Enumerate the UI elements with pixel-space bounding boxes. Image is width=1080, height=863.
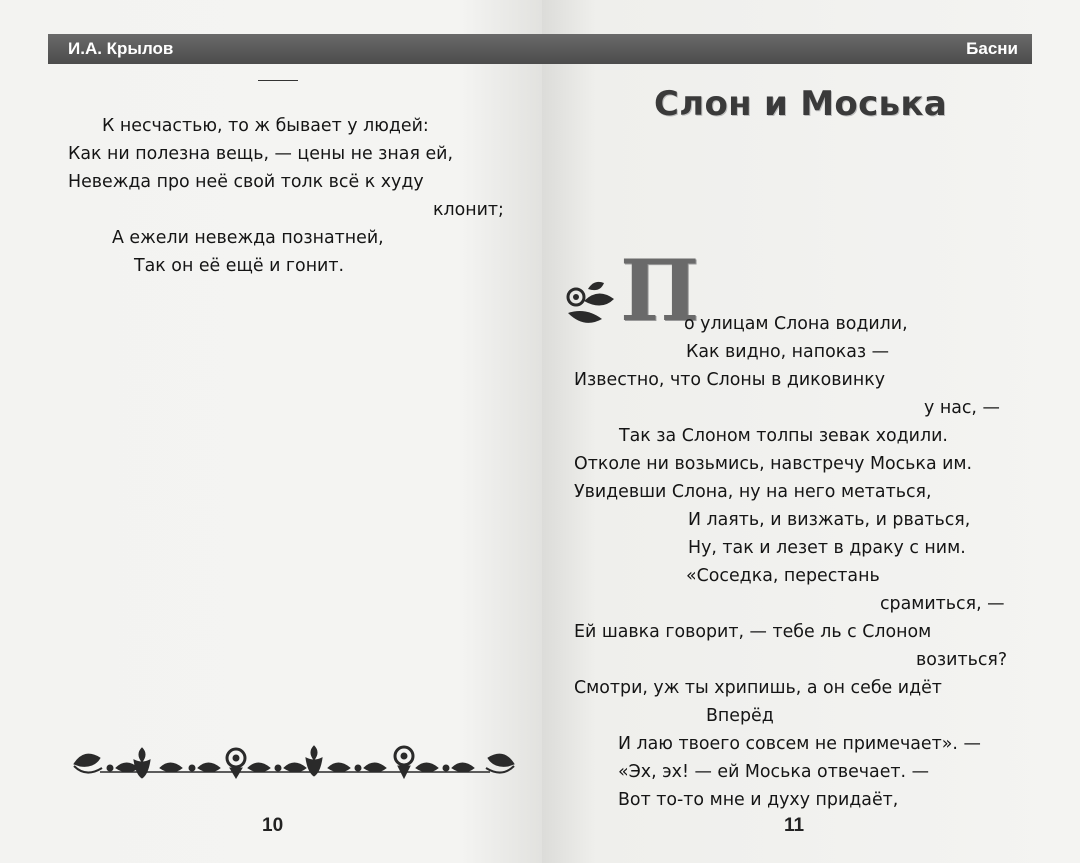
verse-line: клонит; [433,200,504,220]
verse-line: А ежели невежда познатней, [112,228,384,248]
verse-line: «Эх, эх! — ей Моська отвечает. — [618,762,929,782]
verse-line: И лаять, и визжать, и рваться, [688,510,971,530]
page-number: 10 [262,815,284,836]
verse-line: «Соседка, перестань [686,566,880,586]
fable-title: Слон и Моська [654,84,947,124]
right-header-bar [542,34,1032,64]
verse-line: Так за Слоном толпы зевак ходили. [619,426,948,446]
author-header: И.А. Крылов [68,39,174,58]
left-header-bar [48,34,542,64]
verse-line: Смотри, уж ты хрипишь, а он себе идёт [574,678,942,698]
verse-line: Вперёд [706,706,774,726]
separator-rule [258,80,298,81]
verse-line: о улицам Слона водили, [684,314,908,334]
verse-line: Как ни полезна вещь, — цены не зная ей, [68,144,453,164]
verse-line: Невежда про неё свой толк всё к худу [68,172,424,192]
right-verse [574,310,1007,814]
verse-line: Увидевши Слона, ну на него метаться, [574,482,932,502]
verse-line: И лаю твоего совсем не примечает». — [618,734,981,754]
verse-line: Вот то-то мне и духу придаёт, [618,790,899,810]
verse-line: Ну, так и лезет в драку с ним. [688,538,966,558]
verse-line: Так он её ещё и гонит. [134,256,345,276]
verse-line: Отколе ни возьмись, навстречу Моська им. [574,454,973,474]
verse-line: у нас, — [924,398,1000,418]
drop-cap-letter: П [620,241,700,340]
bleed-through-text [70,300,75,326]
verse-line: срамиться, — [880,594,1005,614]
verse-line: возиться? [916,650,1008,670]
floral-border-ornament [70,738,518,782]
verse-line: Как видно, напоказ — [686,342,890,362]
verse-line: Известно, что Слоны в диковинку [574,370,886,390]
page-number: 11 [784,815,805,836]
verse-line: К несчастью, то ж бывает у людей: [102,116,429,136]
verse-line: Ей шавка говорит, — тебе ль с Слоном [574,622,932,642]
left-verse [68,112,504,280]
section-header: Басни [966,39,1018,58]
right-page [542,0,1080,863]
